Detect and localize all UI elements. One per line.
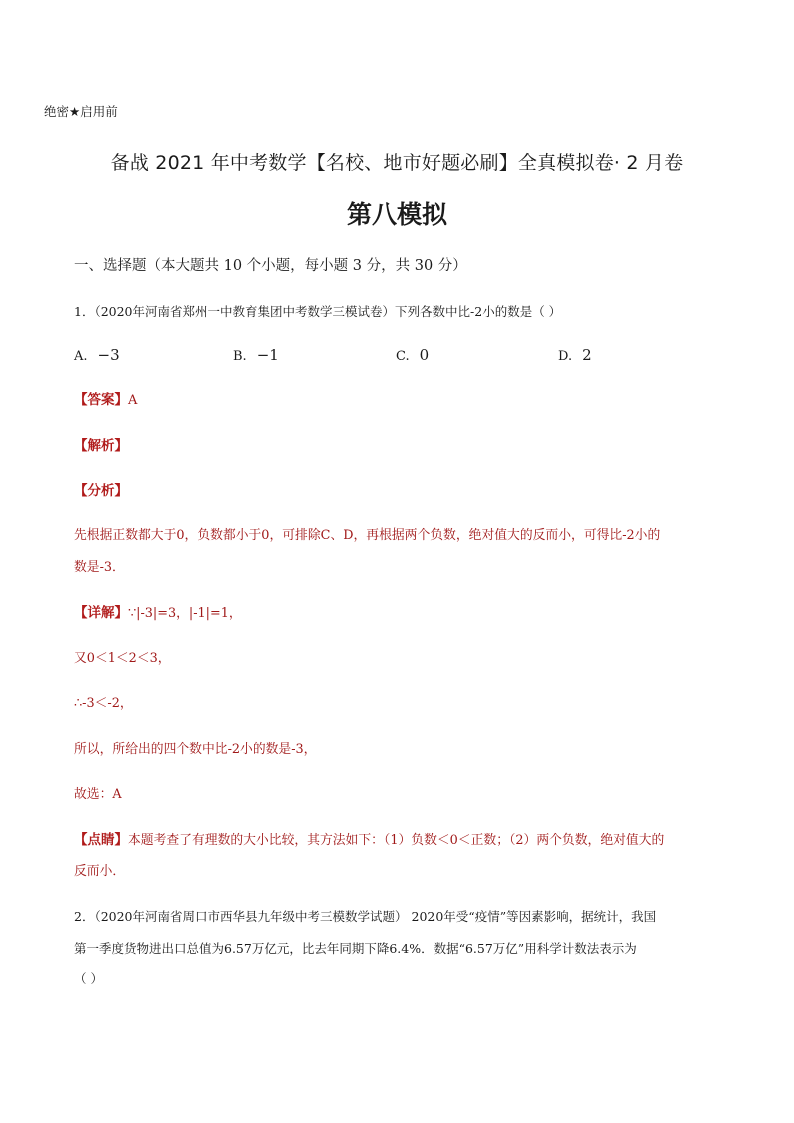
comment-tag: 【点睛】 (74, 832, 128, 848)
option-a-value: −3 (97, 346, 120, 364)
section-heading: 一、选择题（本大题共 10 个小题，每小题 3 分，共 30 分） (74, 258, 467, 274)
option-c-value: 0 (419, 346, 430, 364)
detail-line-1: ∵|-3|=3，|-1|=1， (128, 606, 242, 621)
confidential-label: 绝密★启用前 (44, 104, 118, 119)
detail-tag: 【详解】 (74, 605, 128, 621)
exam-title: 备战 2021 年中考数学【名校、地市好题必刷】全真模拟卷· 2 月卷 (110, 152, 684, 174)
detail-row (74, 603, 242, 624)
comment-line-2: 反而小． (74, 864, 126, 879)
detail-line-3: ∴-3＜-2， (74, 696, 133, 711)
option-d-letter: D. (558, 349, 573, 364)
reasoning-line-1: 先根据正数都大于0，负数都小于0，可排除C、D，再根据两个负数，绝对值大的反而小，可得比-2小的 (74, 528, 661, 543)
option-d (558, 345, 592, 367)
question-2-line-1: 2．（2020年河南省周口市西华县九年级中考三模数学试题） 2020年受“疫情”等因素影响，据统计，我国 (74, 909, 657, 924)
option-c (396, 345, 429, 367)
answer-value: A (128, 393, 138, 408)
question-1-stem: 1．（2020年河南省郑州一中教育集团中考数学三模试卷）下列各数中比-2小的数是（ ） (74, 304, 562, 319)
option-c-letter: C. (396, 349, 410, 364)
detail-line-2: 又0＜1＜2＜3， (74, 651, 171, 666)
exam-subtitle: 第八模拟 (346, 200, 447, 229)
option-d-value: 2 (582, 346, 592, 364)
option-b-letter: B. (233, 349, 247, 364)
reasoning-tag: 【分析】 (74, 483, 128, 499)
option-a-letter: A. (74, 349, 88, 364)
analysis-tag: 【解析】 (74, 438, 128, 454)
answer-row (74, 390, 137, 411)
option-a (74, 345, 120, 367)
option-b (233, 345, 279, 367)
question-2-line-3: （ ） (74, 971, 103, 986)
comment-line-1: 本题考查了有理数的大小比较，其方法如下：（1）负数＜0＜正数；（2）两个负数，绝对值大的 (128, 833, 665, 848)
answer-tag: 【答案】 (74, 392, 128, 408)
detail-line-4: 所以，所给出的四个数中比-2小的数是-3， (74, 742, 317, 757)
comment-row (74, 830, 664, 851)
detail-line-5: 故选：A (74, 787, 122, 802)
option-b-value: −1 (256, 346, 279, 364)
question-2-line-2: 第一季度货物进出口总值为6.57万亿元，比去年同期下降6.4%．数据“6.57万亿”用科学计数法表示为 (74, 941, 637, 956)
reasoning-line-2: 数是-3． (74, 560, 125, 575)
